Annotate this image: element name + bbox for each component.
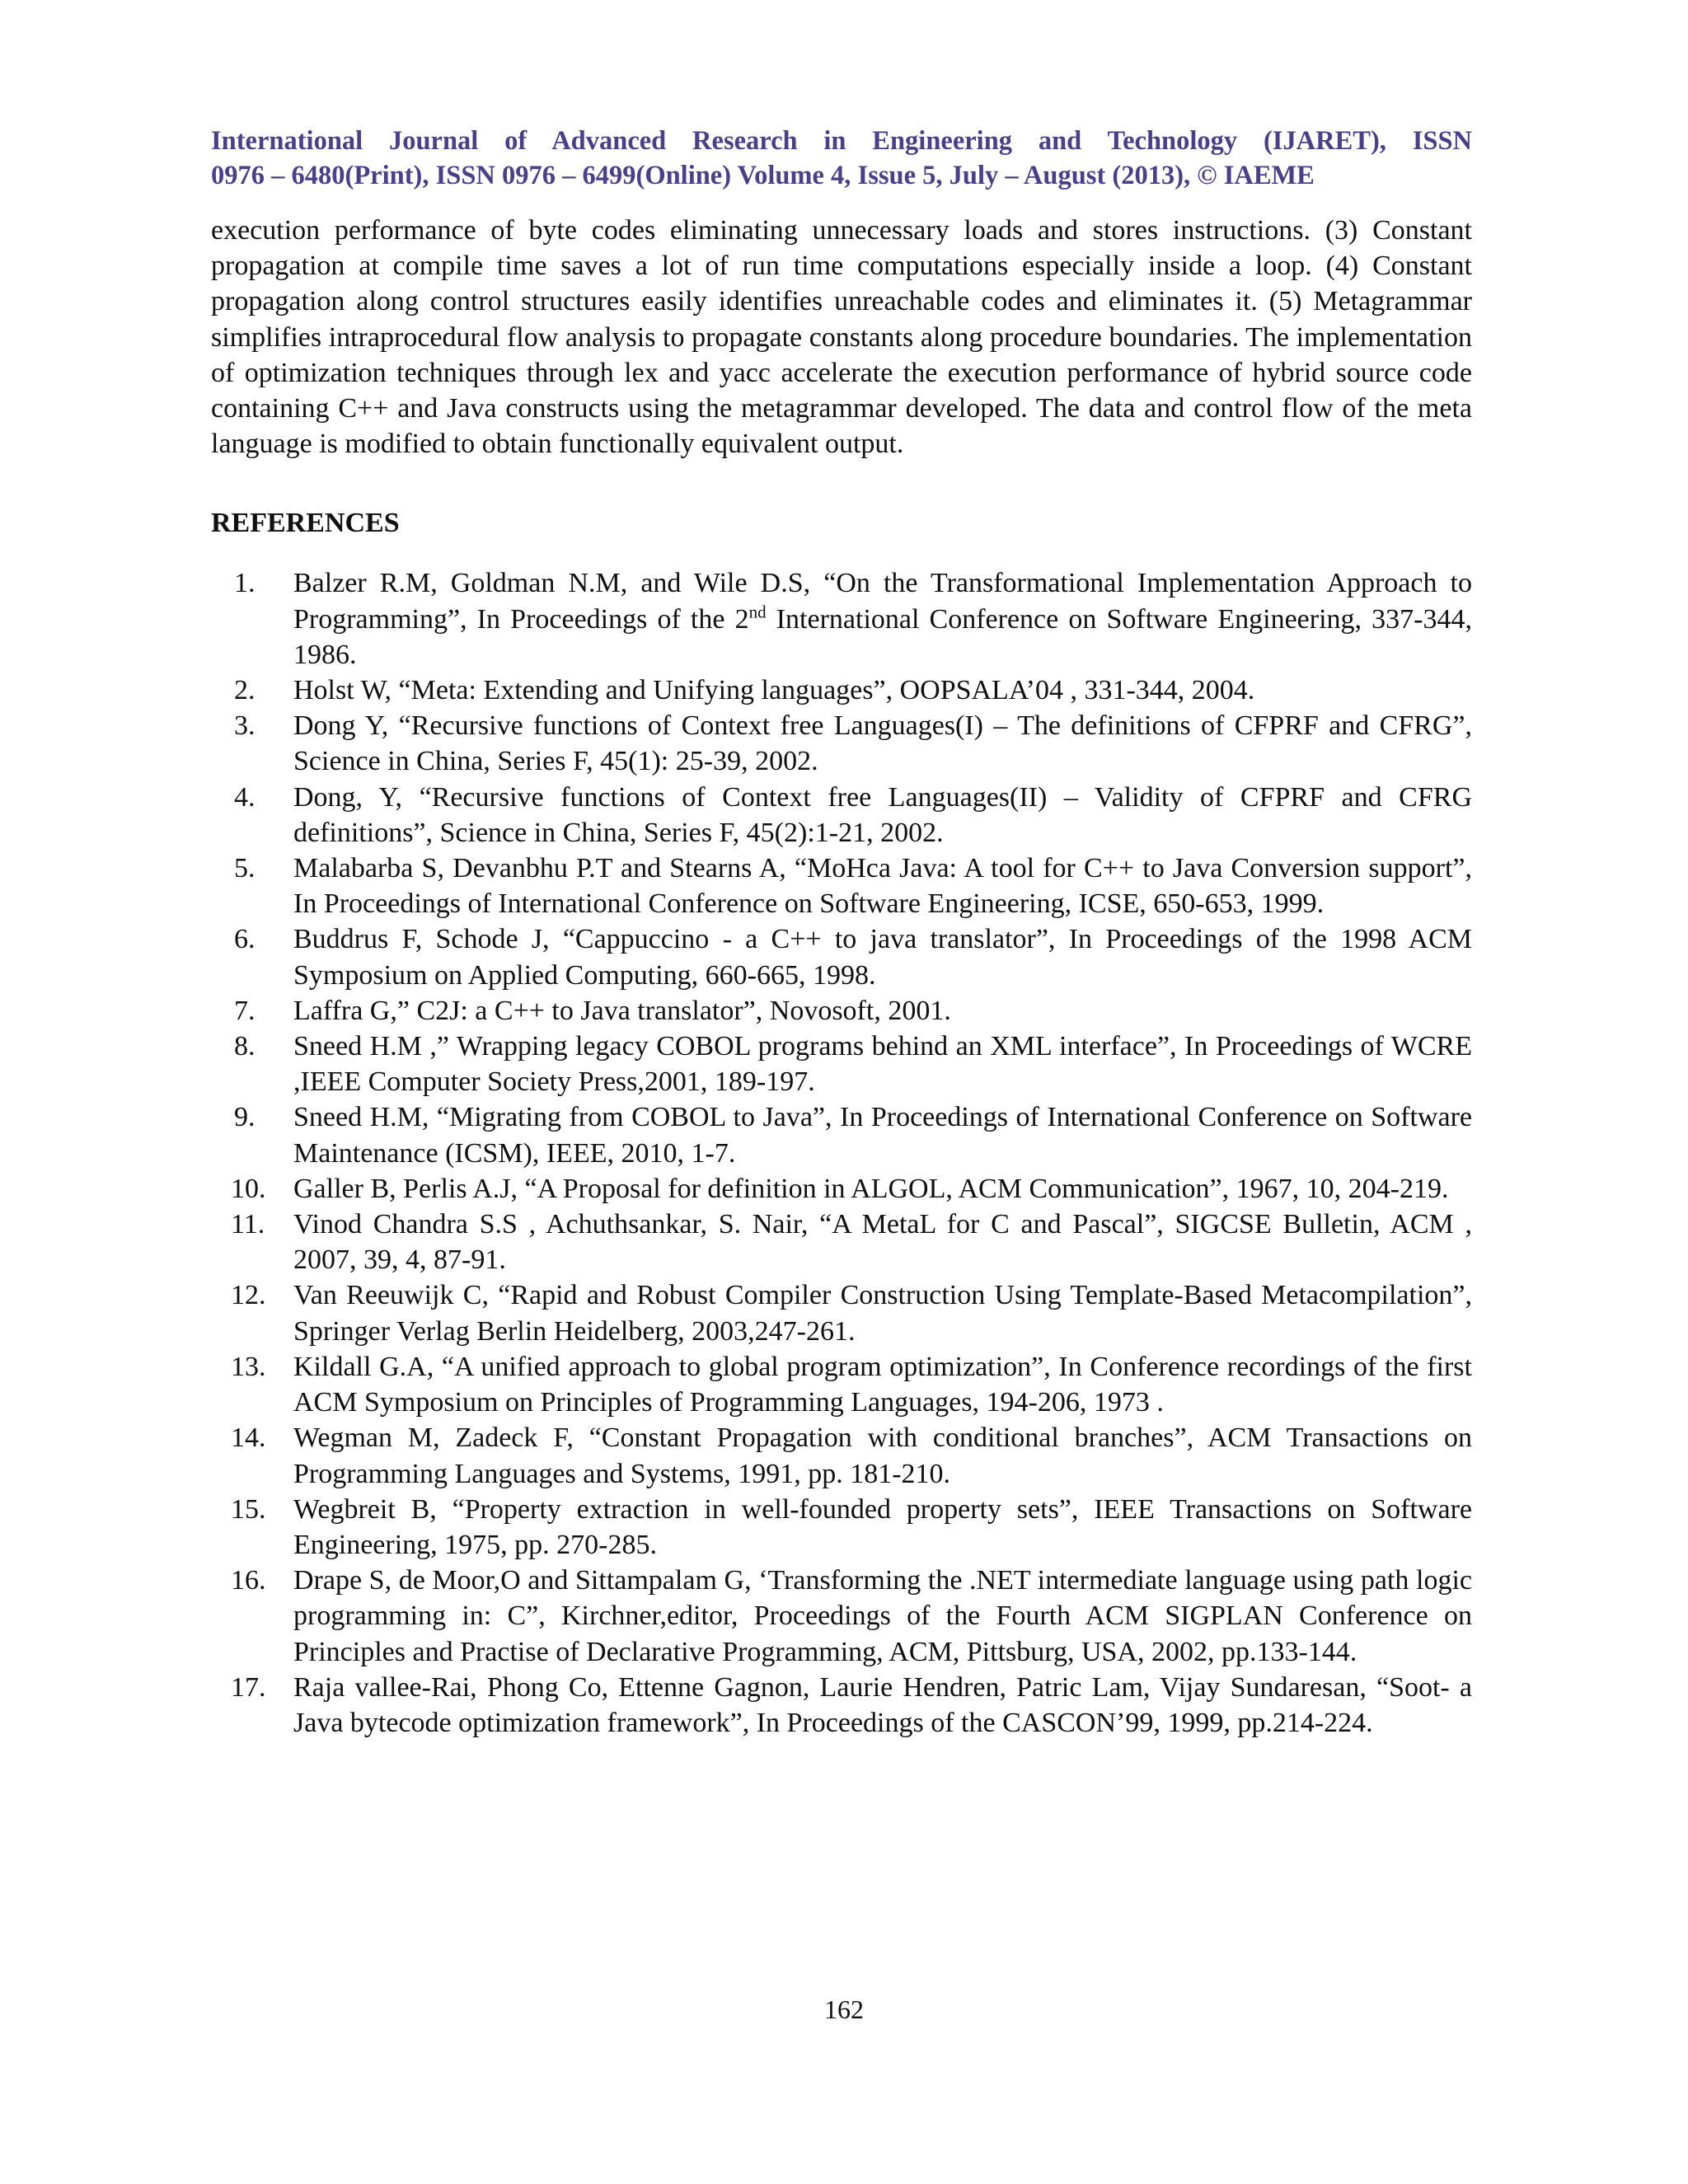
reference-item — [211, 1420, 1472, 1491]
body-paragraph: execution performance of byte codes eliminating unnecessary loads and stores instructions. (3) Constant propagation at compile time saves a lot of run time computations especially inside a loop. (4) Constant propagation along control structures easily identifies unreachable codes and eliminates it. (5) Metagrammar simplifies intraprocedural flow analysis to propagate constants along procedure boundaries. The implementation of optimization techniques through lex and yacc accelerate the execution performance of hybrid source code containing C++ and Java constructs using the metagrammar developed. The data and control flow of the meta language is modified to obtain functionally equivalent output. — [211, 215, 1472, 460]
reference-number: 15. — [231, 1493, 266, 1525]
reference-item — [211, 565, 1472, 673]
reference-text: Vinod Chandra S.S , Achuthsankar, S. Nair, “A MetaL for C and Pascal”, SIGCSE Bulletin, ACM , 2007, 39, 4, 87-91. — [293, 1209, 1472, 1276]
reference-number: 1. — [234, 568, 256, 599]
reference-text: Laffra G,” C2J: a C++ to Java translator”, Novosoft, 2001. — [293, 995, 951, 1026]
reference-item — [211, 708, 1472, 779]
reference-text: Galler B, Perlis A.J, “A Proposal for definition in ALGOL, ACM Communication”, 1967, 10, 204-219. — [293, 1173, 1449, 1204]
reference-text: Sneed H.M ,” Wrapping legacy COBOL programs behind an XML interface”, In Proceedings of WCRE ,IEEE Computer Society Press,2001, 189-197. — [293, 1031, 1472, 1098]
reference-text: Sneed H.M, “Migrating from COBOL to Java”, In Proceedings of International Conference on Software Maintenance (ICSM), IEEE, 2010, 1-7. — [293, 1102, 1472, 1169]
reference-number: 9. — [234, 1102, 256, 1133]
reference-item — [211, 780, 1472, 851]
reference-text: Wegman M, Zadeck F, “Constant Propagation with conditional branches”, ACM Transactions on Programming Languages and Systems, 1991, pp. 181-210. — [293, 1422, 1472, 1489]
reference-number: 12. — [231, 1280, 266, 1311]
reference-item — [211, 993, 1472, 1029]
reference-text: Balzer R.M, Goldman N.M, and Wile D.S, “On the Transformational Implementation Approach to Programming”, In Proceedings of the 2 — [293, 568, 1472, 635]
reference-text: Dong, Y, “Recursive functions of Context free Languages(II) – Validity of CFPRF and CFRG definitions”, Science in China, Series F, 45(2):1-21, 2002. — [293, 781, 1472, 848]
reference-number: 5. — [234, 853, 256, 884]
reference-item — [211, 673, 1472, 708]
reference-item — [211, 1029, 1472, 1099]
reference-number: 6. — [234, 924, 256, 955]
journal-header-line-1: International Journal of Advanced Research in Engineering and Technology (IJARET), ISSN — [211, 126, 1472, 156]
reference-text: Kildall G.A, “A unified approach to global program optimization”, In Conference recordings of the first ACM Symposium on Principles of Programming Languages, 194-206, 1973 . — [293, 1351, 1472, 1418]
reference-number: 16. — [231, 1565, 266, 1596]
reference-text: Buddrus F, Schode J, “Cappuccino - a C++ to java translator”, In Proceedings of the 1998 ACM Symposium on Applied Computing, 660-665, 1998. — [293, 924, 1472, 991]
page-number: 162 — [824, 1994, 864, 2024]
reference-text: Drape S, de Moor,O and Sittampalam G, ‘Transforming the .NET intermediate language using path logic programming in: C”, Kirchner,editor, Proceedings of the Fourth ACM SIGPLAN Conference on Principles and Practise of Declarative Programming, ACM, Pittsburg, USA, 2002, pp.133-144. — [293, 1565, 1472, 1667]
reference-item — [211, 1207, 1472, 1277]
reference-number: 8. — [234, 1031, 256, 1062]
reference-text: Holst W, “Meta: Extending and Unifying languages”, OOPSALA’04 , 331-344, 2004. — [293, 675, 1255, 706]
reference-item — [211, 851, 1472, 921]
reference-text: Dong Y, “Recursive functions of Context free Languages(I) – The definitions of CFPRF and CFRG”, Science in China, Series F, 45(1): 25-39, 2002. — [293, 710, 1472, 777]
journal-header — [211, 124, 1472, 193]
reference-item — [211, 1349, 1472, 1420]
reference-number: 10. — [231, 1173, 266, 1204]
reference-item — [211, 1277, 1472, 1348]
reference-text: Wegbreit B, “Property extraction in well-founded property sets”, IEEE Transactions on Software Engineering, 1975, pp. 270-285. — [293, 1493, 1472, 1560]
reference-item — [211, 921, 1472, 992]
reference-number: 14. — [231, 1422, 266, 1454]
reference-number: 4. — [234, 781, 256, 813]
reference-item — [211, 1099, 1472, 1170]
reference-text: Raja vallee-Rai, Phong Co, Ettenne Gagnon, Laurie Hendren, Patric Lam, Vijay Sundaresan, “Soot- a Java bytecode optimization framework”, In Proceedings of the CASCON’99, 1999, pp.214-224. — [293, 1671, 1472, 1738]
reference-text: Malabarba S, Devanbhu P.T and Stearns A, “MoHca Java: A tool for C++ to Java Conversion support”, In Proceedings of International Conference on Software Engineering, ICSE, 650-653, 1999. — [293, 853, 1472, 920]
references-list — [211, 565, 1472, 1741]
reference-item — [211, 1670, 1472, 1741]
reference-item — [211, 1492, 1472, 1563]
paper-page — [211, 124, 1472, 1741]
references-heading: REFERENCES — [211, 508, 400, 539]
reference-number: 11. — [231, 1209, 265, 1240]
reference-number: 13. — [231, 1351, 266, 1382]
reference-item — [211, 1563, 1472, 1670]
reference-number: 3. — [234, 710, 256, 742]
reference-item — [211, 1171, 1472, 1207]
reference-number: 7. — [234, 995, 256, 1026]
reference-text: Van Reeuwijk C, “Rapid and Robust Compiler Construction Using Template-Based Metacompilation”, Springer Verlag Berlin Heidelberg, 2003,247-261. — [293, 1280, 1472, 1347]
reference-number: 17. — [231, 1671, 266, 1703]
reference-text-continued: International Conference on Software Engineering, 337-344, 1986. — [293, 603, 1472, 670]
reference-superscript: nd — [748, 602, 767, 622]
journal-header-line-2: 0976 – 6480(Print), ISSN 0976 – 6499(Online) Volume 4, Issue 5, July – August (2013), © IAEME — [211, 161, 1315, 190]
reference-number: 2. — [234, 675, 256, 706]
